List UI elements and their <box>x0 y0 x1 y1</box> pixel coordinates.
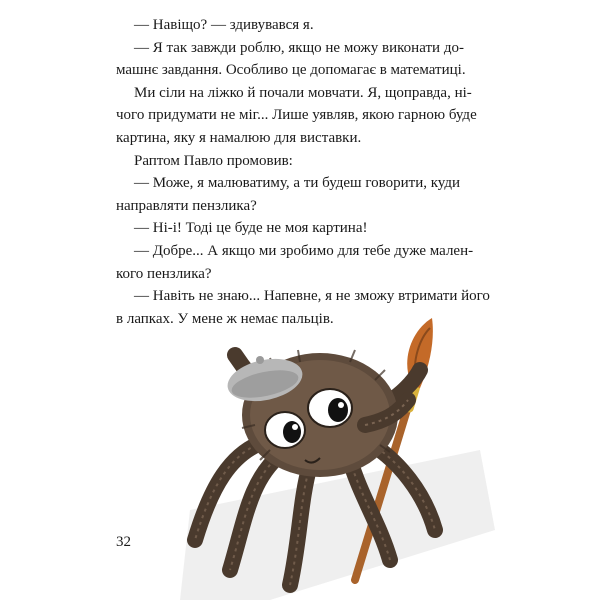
story-text <box>116 14 502 330</box>
text-line: машнє завдання. Особливо це допомагає в математиці. <box>116 62 466 79</box>
text-line: — Я так завжди роблю, якщо не можу виконати до- <box>134 39 464 56</box>
text-line: — Може, я малюватиму, а ти будеш говорити, куди <box>134 175 461 192</box>
text-line: — Навіть не знаю... Напевне, я не зможу втримати його <box>134 288 490 305</box>
text-line: чого придумати не міг... Лише уявляв, якою гарною буде <box>116 107 477 124</box>
text-line: кого пензлика? <box>116 265 212 282</box>
spider-illustration <box>150 300 510 600</box>
page-number: 32 <box>116 534 131 550</box>
text-line: Раптом Павло промовив: <box>134 152 293 169</box>
text-line: картина, яку я намалюю для виставки. <box>116 129 362 146</box>
text-line: в лапках. У мене ж немає пальців. <box>116 310 334 327</box>
text-line: Ми сіли на ліжко й почали мовчати. Я, щоправда, ні- <box>134 84 472 101</box>
text-line: — Ні-і! Тоді це буде не моя картина! <box>134 220 368 237</box>
text-line: направляти пензлика? <box>116 197 257 214</box>
text-line: — Добре... А якщо ми зробимо для тебе дуже мален- <box>134 242 474 259</box>
text-line: — Навіщо? — здивувався я. <box>134 17 314 33</box>
